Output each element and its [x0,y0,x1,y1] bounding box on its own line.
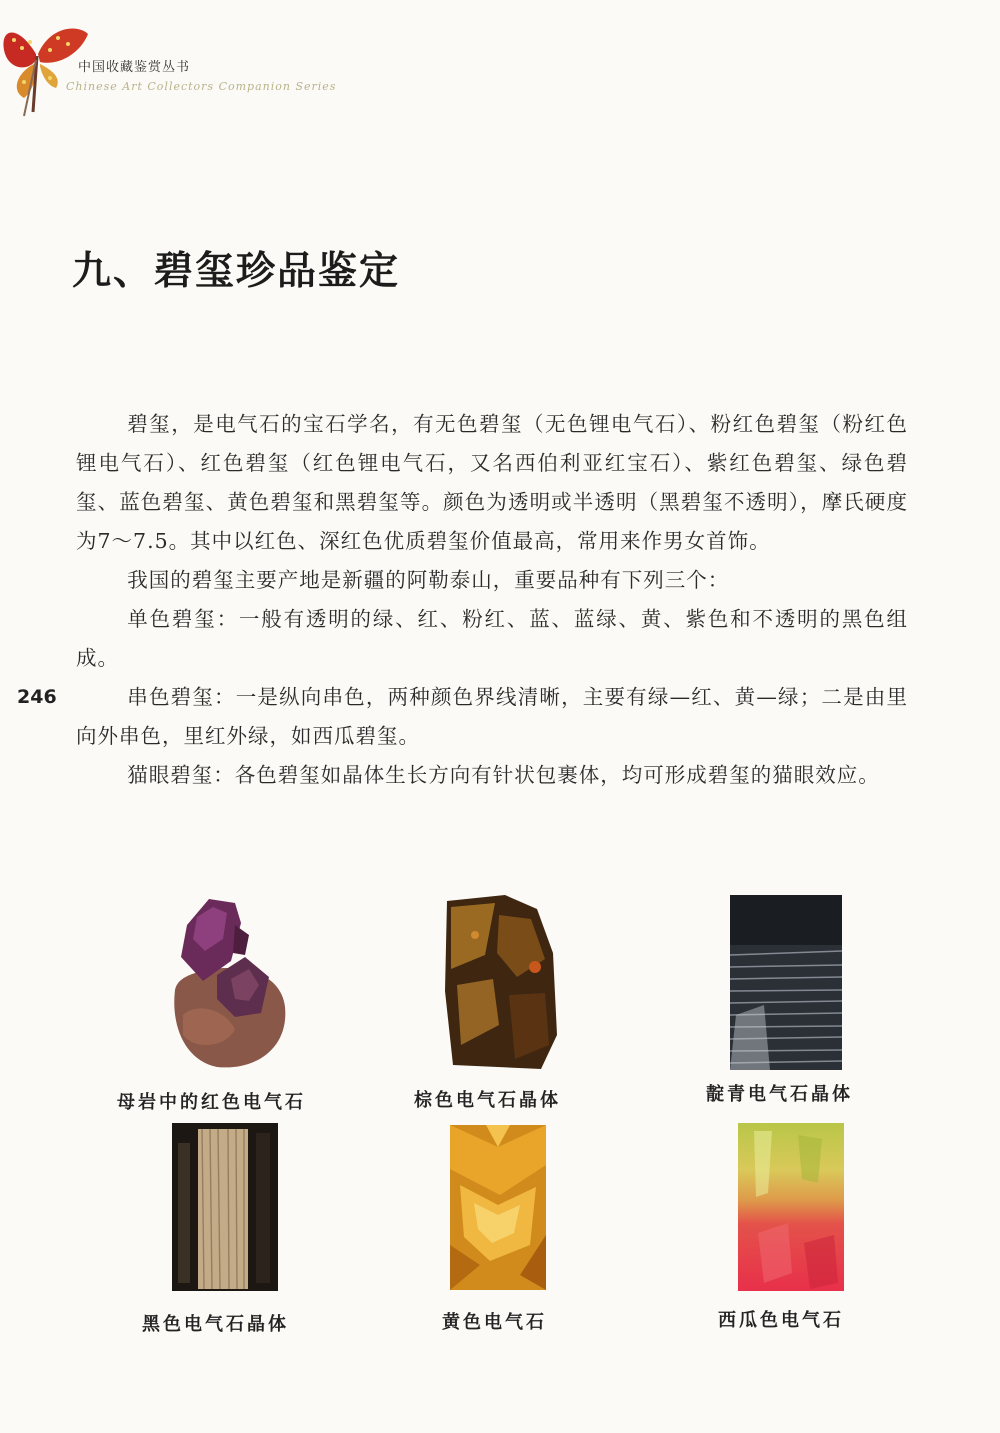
caption-yellow-tourmaline: 黄色电气石 [442,1312,547,1333]
paragraph: 碧玺，是电气石的宝石学名，有无色碧玺（无色锂电气石）、粉红色碧玺（粉红色锂电气石）、红色碧玺（红色锂电气石，又名西伯利亚红宝石）、紫红色碧玺、绿色碧玺、蓝色碧玺、黄色碧玺和黑碧玺等。颜色为透明或半透明（黑碧玺不透明），摩氏硬度为7～7.5。其中以红色、深红色优质碧玺价值最高，常用来作男女首饰。 [76,412,908,553]
page-number: 246 [17,686,57,708]
watermelon-tourmaline-photo [738,1123,844,1291]
section-title: 九、碧玺珍品鉴定 [72,248,401,294]
paragraph: 串色碧玺：一是纵向串色，两种颜色界线清晰，主要有绿—红、黄—绿；二是由里向外串色，里红外绿，如西瓜碧玺。 [76,685,908,748]
caption-watermelon-tourmaline: 西瓜色电气石 [718,1310,844,1331]
brown-tourmaline-crystal-photo [445,895,557,1070]
series-title-en: Chinese Art Collectors Companion Series [66,80,337,93]
caption-brown-tourmaline: 棕色电气石晶体 [414,1090,561,1111]
paragraph: 猫眼碧玺：各色碧玺如晶体生长方向有针状包裹体，均可形成碧玺的猫眼效应。 [127,763,880,787]
series-title-cn: 中国收藏鉴赏丛书 [78,60,191,75]
indigo-tourmaline-crystal-photo [730,895,842,1070]
red-tourmaline-in-matrix-photo [165,895,297,1070]
paragraph: 单色碧玺：一般有透明的绿、红、粉红、蓝、蓝绿、黄、紫色和不透明的黑色组成。 [76,607,908,670]
caption-black-tourmaline: 黑色电气石晶体 [142,1314,289,1335]
body-text [76,405,908,795]
black-tourmaline-crystal-photo [172,1123,278,1291]
paragraph: 我国的碧玺主要产地是新疆的阿勒泰山，重要品种有下列三个： [127,568,730,592]
caption-red-tourmaline: 母岩中的红色电气石 [117,1092,306,1113]
caption-indigo-tourmaline: 靛青电气石晶体 [706,1084,853,1105]
yellow-tourmaline-photo [450,1125,546,1290]
